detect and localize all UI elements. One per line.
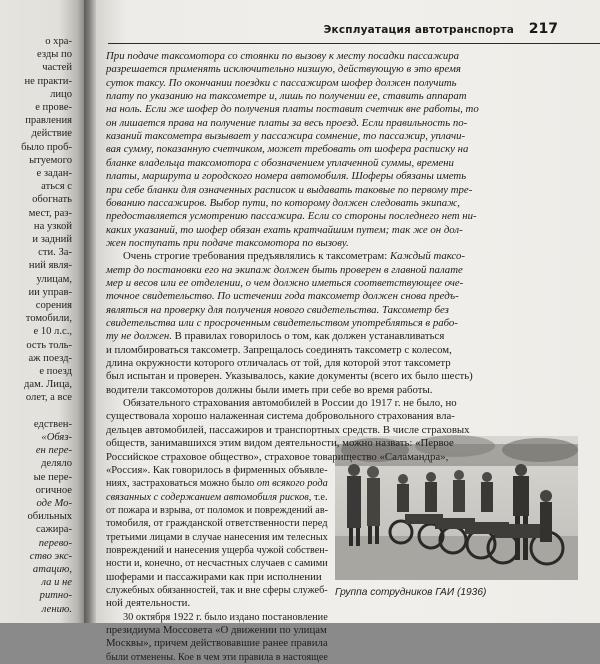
text-segment: ту не должен. (106, 330, 175, 343)
text-segment: свидетельства или с просроченным свидетельством употребляться в рабо- (106, 317, 458, 329)
body-text-line (106, 276, 463, 290)
left-page-line: деляло (41, 458, 72, 470)
body-text-line (106, 223, 463, 237)
body-text-line (106, 450, 448, 464)
text-segment: от всякого рода (256, 477, 328, 490)
left-page-line: аться с (41, 181, 72, 193)
text-segment: В правилах говорилось о том, как должен устанавливаться (174, 330, 445, 343)
left-page-line: частей (42, 62, 72, 74)
right-page (96, 0, 600, 663)
page-number: 217 (528, 21, 558, 37)
body-text-line (106, 343, 452, 357)
left-page-line: правления (25, 115, 72, 127)
body-text-line (106, 636, 328, 650)
left-page-line: ость толь- (26, 339, 72, 351)
left-page-line: атацию, (32, 564, 72, 575)
text-segment: он лишается права на получение платы за весь проезд. Если правильность по- (106, 116, 468, 129)
left-page-line: ые пере- (33, 471, 72, 483)
photo-caption: Группа сотрудников ГАИ (1936) (335, 587, 487, 598)
body-text-line (106, 650, 328, 664)
body-text-line (106, 556, 328, 570)
text-segment: Москвы», причем действовавшие ранее правила (106, 637, 328, 650)
text-segment: Обязательного страхования автомобилей в России до 1917 г. не было, но (123, 397, 457, 410)
text-segment: При подаче таксомотора со стоянки по вызову к месту посадки пассажира (106, 50, 460, 62)
body-text-line (106, 89, 467, 103)
left-page-line: «Обяз- (41, 432, 72, 443)
left-page-line: обильных (27, 511, 72, 523)
body-text-line (123, 396, 457, 410)
left-page-line: действие (31, 128, 72, 140)
text-segment: точное свидетельство. По истечении года таксометр должен снова предъ- (106, 290, 459, 303)
body-text-line (106, 329, 444, 343)
left-page-line: о хра- (45, 36, 72, 47)
text-segment: были отменены. Кое в чем эти правила в настоящее (106, 650, 328, 663)
left-page-line: олет, а все (25, 392, 72, 404)
text-segment: был испытан и проверен. Указывалось, какие документы (всего их было шесть) (106, 370, 473, 383)
left-page-line: не практи- (24, 75, 72, 87)
body-text-line (106, 236, 349, 250)
left-page-line: аж поезд- (28, 352, 72, 364)
left-page (0, 0, 84, 623)
body-text-line (106, 369, 473, 383)
left-page-line: сти. За- (38, 247, 72, 259)
body-text-line (106, 183, 472, 197)
text-segment: от пожара и взрыва, от поломок и повреждений ав- (106, 503, 329, 516)
body-text-line (106, 409, 455, 423)
body-text-line (106, 156, 454, 170)
body-text-line (106, 289, 459, 303)
text-segment: на ноль. Если же шофер до получения платы поставит счетчик вне работы, то (106, 103, 479, 116)
left-page-line: е поезд (39, 366, 72, 377)
text-segment: служебных обязанностей, так и вне сферы служеб- (106, 584, 328, 596)
body-text-line (106, 476, 328, 490)
text-segment: при себе бланки для означенных расписок и выдавать таковые по первому тре- (106, 183, 473, 196)
left-page-line: ритно- (39, 590, 72, 602)
body-text-line (106, 530, 328, 544)
text-segment: разрешается применять исключительно низшую, действующую в это время (106, 63, 461, 76)
left-page-line: огичное (35, 484, 72, 496)
text-segment: платы, маршрута и городского номера автомобиля. Шоферы обязаны иметь (106, 170, 467, 183)
body-text-line (106, 516, 328, 530)
text-segment: , т.е. (308, 490, 328, 503)
body-text-line (106, 76, 457, 90)
body-text-line (106, 49, 459, 63)
body-text-line (106, 436, 454, 450)
left-page-line: е задан- (36, 168, 72, 179)
left-page-line: е 10 л.с., (33, 326, 72, 338)
text-segment: ной деятельности. (106, 597, 191, 610)
left-page-line: ний явля- (28, 260, 72, 272)
body-text-line (123, 249, 465, 263)
body-text-line (106, 623, 327, 637)
left-page-line: едствен- (33, 418, 72, 430)
body-text-line (106, 583, 328, 597)
body-text-line (106, 169, 466, 183)
body-text-line (106, 316, 458, 330)
body-text-line (106, 62, 461, 76)
text-segment: суток таксу. По окончании поездки с пассажиром шофер должен получить (106, 76, 457, 89)
body-text-line (106, 209, 477, 223)
text-segment: 30 октября 1922 г. было издано постановление (123, 610, 328, 623)
text-segment: плату по указанию на таксометре и, лишь по получении ее, ставить аппарат (106, 90, 467, 103)
text-segment: дельцев автомобилей, пассажиров и транспортных средств. В числе страховых (106, 423, 470, 436)
left-page-line: ытуемого (29, 154, 72, 166)
body-text-line (106, 263, 463, 277)
body-text-line (106, 129, 465, 143)
left-page-line: е прове- (35, 102, 72, 113)
left-page-line: на узкой (33, 220, 72, 232)
text-segment: мер и весов или ее отделении, о чем должно иметься соответствующее оче- (106, 276, 464, 289)
body-text-line (106, 383, 432, 397)
body-text-line (123, 610, 328, 624)
left-page-line: ии управ- (28, 286, 72, 298)
body-text-line (106, 503, 328, 517)
left-page-line: сажира- (35, 524, 72, 536)
text-segment: бованию пассажиров. Выбор пути, по которому должен следовать экипаж, (106, 196, 460, 209)
left-page-line: оде Мо- (36, 498, 72, 509)
text-segment: шоферами и пассажирами как при исполнении (106, 570, 322, 583)
text-segment: «Россия». Как говорилось в фирменных объявле- (106, 463, 328, 476)
left-page-line: томобили, (25, 313, 72, 325)
body-text-line (106, 196, 460, 210)
body-text-line (106, 356, 451, 370)
left-page-line: сорения (35, 300, 72, 311)
text-segment: жен поступать при подаче таксомотора по вызову. (106, 236, 349, 249)
text-segment: Российское страховое общество», страховое товарищество «Саламандра», (106, 450, 449, 463)
left-page-line: ен пере- (35, 445, 72, 457)
text-segment: Очень строгие требования предъявлялись к таксометрам: (123, 250, 390, 263)
text-segment: и пломбироваться таксометр. Запрещалось соединять таксометр с колесом, (106, 343, 452, 356)
left-page-line: улицам, (36, 273, 72, 285)
text-segment: являться на проверку для получения нового свидетельства. Таксометр без (106, 303, 449, 316)
body-text-line (106, 142, 468, 156)
left-page-line: было проб- (21, 141, 72, 153)
left-page-line: езды по (37, 49, 72, 61)
text-segment: каких указаний, то шофер обязан ехать кратчайшим путем; так же он дол- (106, 223, 463, 236)
body-text-line (106, 463, 328, 477)
text-segment: казаний таксометра вызывает у пассажира сомнение, то пассажир, уплачи- (106, 130, 466, 143)
text-segment: связанных с содержанием автомобиля рисков (106, 490, 309, 503)
left-page-line: дам. Лица, (24, 379, 72, 391)
text-segment: ности и, конечно, от несчастных случаев с самими (106, 557, 328, 570)
running-header (108, 21, 600, 44)
left-page-line: ла и не (41, 577, 72, 589)
body-text-line (106, 423, 470, 437)
running-header-title: Эксплуатация автотранспорта (323, 24, 514, 36)
body-text-line (106, 543, 328, 557)
left-page-line: лению. (41, 603, 72, 615)
text-segment: водители таксомоторов должны были иметь при себе во время работы. (106, 383, 433, 396)
body-text-line (106, 102, 479, 116)
body-text-line (106, 570, 322, 584)
body-text-line (106, 116, 467, 130)
text-segment: третьими лицами в случае нанесения им телесных (106, 530, 328, 543)
text-segment: президиума Моссовета «О движении по улицам (106, 624, 327, 637)
left-page-line: и задний (32, 234, 72, 245)
left-page-line: обогнать (32, 194, 72, 206)
left-page-line: лицо (50, 88, 72, 100)
text-segment: томобиля, от гражданской ответственности перед (106, 517, 328, 530)
body-text-line (106, 596, 190, 610)
body-text-line (106, 303, 449, 317)
text-segment: бланке владельца таксомотора с обозначением уплаченной суммы, времени (106, 156, 454, 169)
left-page-line: перево- (38, 537, 72, 549)
text-segment: длина окружности которого отличалась от той, для которой этот таксометр (106, 357, 451, 370)
left-page-line: мест, раз- (28, 207, 72, 219)
body-text-line (106, 490, 328, 504)
text-segment: ниях, застраховаться можно было (106, 477, 257, 490)
text-segment: существовала хорошо налаженная система добровольного страхования вла- (106, 410, 455, 423)
text-segment: вая сумму, показанную счетчиком, может требовать от шофера расписку на (106, 143, 469, 156)
left-page-line: ство экс- (29, 550, 72, 562)
text-segment: повреждений и нанесения ущерба чужой собствен- (106, 543, 329, 556)
text-segment: Каждый таксо- (389, 250, 465, 263)
text-segment: обществ, занимавшихся этим видом деятельности, можно назвать: «Первое (106, 437, 454, 450)
text-segment: метр до постановки его на экипаж должен быть проверен в главной палате (106, 263, 463, 276)
text-segment: предоставляется усмотрению пассажира. Если со стороны последнего нет ни- (106, 210, 477, 223)
